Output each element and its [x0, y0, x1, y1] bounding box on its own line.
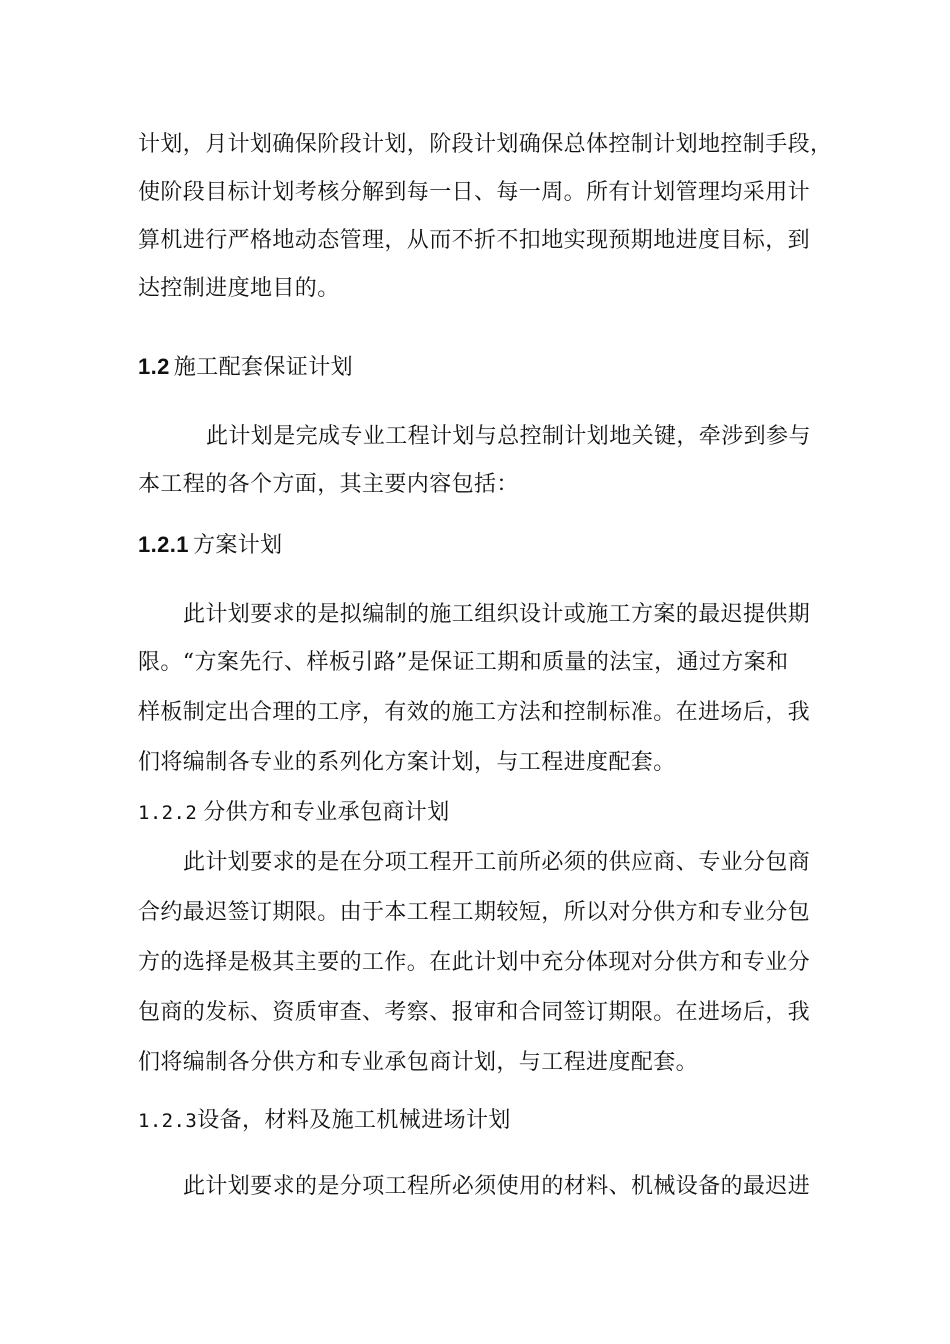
section-number: 1.2.3 [138, 1110, 198, 1132]
section-heading-1-2-1 [138, 530, 838, 561]
section-heading-1-2-2 [138, 798, 838, 828]
section-title: 设备，材料及施工机械进场计划 [197, 1108, 511, 1133]
paragraph-line: 合约最迟签订期限。由于本工程工期较短，所以对分供方和专业分包 [138, 900, 811, 925]
section-title: 施工配套保证计划 [173, 355, 353, 380]
paragraph-line: 样板制定出合理的工序，有效的施工方法和控制标准。在进场后，我 [138, 700, 811, 725]
section-title: 分供方和专业承包商计划 [203, 800, 450, 825]
paragraph-line: 此计划要求的是分项工程所必须使用的材料、机械设备的最迟进 [183, 1174, 811, 1199]
paragraph-line: 们将编制各专业的系列化方案计划，与工程进度配套。 [138, 750, 676, 775]
paragraph-line: 算机进行严格地动态管理，从而不折不扣地实现预期地进度目标，到 [138, 228, 811, 253]
paragraph-line: 使阶段目标计划考核分解到每一日、每一周。所有计划管理均采用计 [138, 180, 811, 205]
section-number: 1.2.2 [138, 802, 198, 824]
paragraph-line: 此计划要求的是拟编制的施工组织设计或施工方案的最迟提供期 [183, 602, 811, 627]
paragraph-line: 限。“方案先行、样板引路”是保证工期和质量的法宝，通过方案和 [138, 650, 789, 675]
section-number: 1.2.1 [138, 532, 189, 557]
paragraph-line: 包商的发标、资质审查、考察、报审和合同签订期限。在进场后，我 [138, 1000, 811, 1025]
paragraph-line: 方的选择是极其主要的工作。在此计划中充分体现对分供方和专业分 [138, 950, 811, 975]
section-heading-1-2-3 [138, 1106, 838, 1136]
paragraph-line: 达控制进度地目的。 [138, 276, 340, 301]
section-number: 1.2 [138, 354, 170, 379]
paragraph-line: 此计划是完成专业工程计划与总控制计划地关键，牵涉到参与 [206, 424, 811, 449]
section-heading-1-2 [138, 352, 838, 383]
paragraph-line: 们将编制各分供方和专业承包商计划，与工程进度配套。 [138, 1050, 699, 1075]
paragraph-line: 本工程的各个方面，其主要内容包括： [138, 472, 519, 497]
section-title: 方案计划 [192, 533, 283, 558]
paragraph-line: 计划，月计划确保阶段计划，阶段计划确保总体控制计划地控制手段， [138, 132, 833, 157]
paragraph-line: 此计划要求的是在分项工程开工前所必须的供应商、专业分包商 [183, 850, 811, 875]
